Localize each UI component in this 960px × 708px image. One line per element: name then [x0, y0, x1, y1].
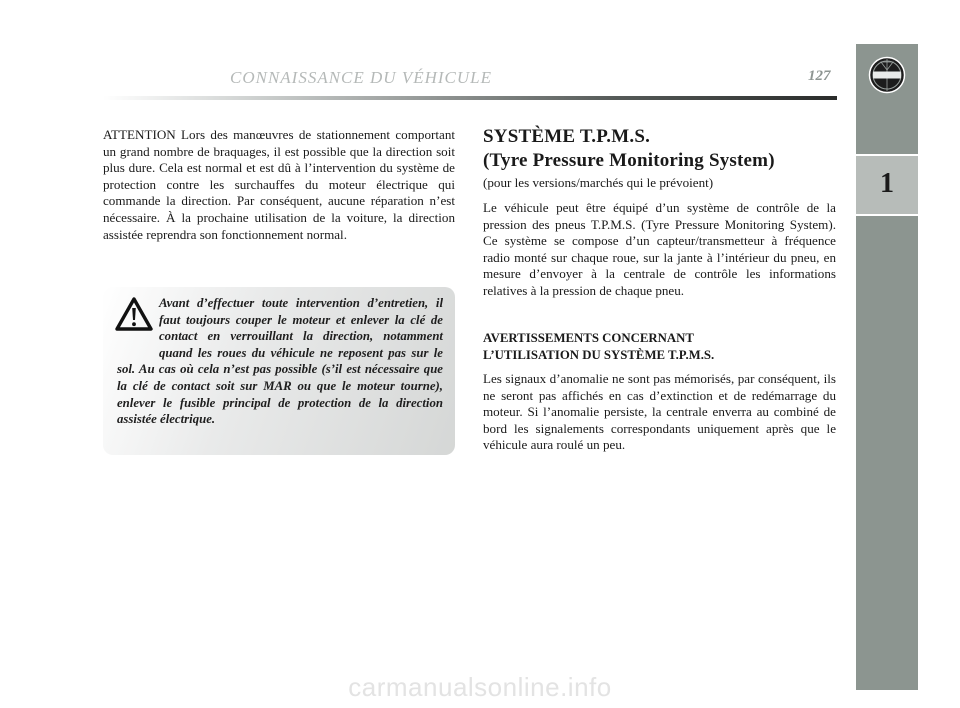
- chapter-number: 1: [880, 168, 894, 199]
- section-title-line2: (Tyre Pressure Monitoring System): [483, 150, 775, 171]
- section-title-line1: SYSTÈME T.P.M.S.: [483, 126, 651, 147]
- section-title: [483, 125, 843, 173]
- chapter-sidebar: [856, 44, 918, 690]
- versions-note: (pour les versions/marchés qui le prévoient): [483, 175, 714, 190]
- chapter-header-title: CONNAISSANCE DU VÉHICULE: [230, 68, 492, 87]
- warning-text: Avant d’effectuer toute intervention d’entretien, il faut toujours couper le moteur et enlever la clé de contact en verrouillant la direction, notamment quand les roues du véhicule ne reposent pas sur le sol. Au cas où cela n’est pas possible (s’il est nécessaire que la clé de contact soit sur MAR ou que le moteur tourne), enlever le fusible principal de protection de la direction assistée électrique.: [117, 296, 443, 427]
- watermark: carmanualsonline.info: [348, 672, 612, 702]
- sidebar-divider: [856, 214, 918, 216]
- icon-spacer: [117, 295, 159, 345]
- warning-text-container: [117, 295, 443, 428]
- tpms-description-paragraph: Le véhicule peut être équipé d’un système de contrôle de la pression des pneus T.P.M.S. (Tyre Pressure Monitoring System). Ce système se compose d’un capteur/transmetteur à fréquence radio monté sur chaque roue, sur la jante à l’intérieur du pneu, en mesure d’envoyer à la centrale de contrôle les informations relatives à la pression de chaque pneu.: [483, 200, 836, 298]
- lancia-logo-icon: [868, 56, 906, 94]
- warnings-subheading: [483, 330, 843, 363]
- attention-paragraph: ATTENTION Lors des manœuvres de stationnement comportant un grand nombre de braquages, il est possible que la direction soit plus dure. Cela est normal et est dû à l’intervention du système de protection contre les surchauffes du moteur électrique qui commande la direction. Par conséquent, aucune réparation n’est nécessaire. À la prochaine utilisation de la voiture, la direction assistée reprendra son fonctionnement normal.: [103, 127, 455, 242]
- header-rule: [103, 96, 837, 100]
- warning-box: [103, 287, 455, 455]
- warnings-subheading-line1: AVERTISSEMENTS CONCERNANT: [483, 331, 694, 345]
- page-number: 127: [808, 68, 831, 84]
- warnings-subheading-line2: L’UTILISATION DU SYSTÈME T.P.M.S.: [483, 347, 715, 362]
- anomaly-paragraph: Les signaux d’anomalie ne sont pas mémorisés, par conséquent, ils ne seront pas affichés en cas d’extinction et de redémarrage du moteur. Si l’anomalie persiste, la centrale enverra au combiné de bord les signalements correspondants uniquement après que le véhicule aura roulé un peu.: [483, 371, 836, 453]
